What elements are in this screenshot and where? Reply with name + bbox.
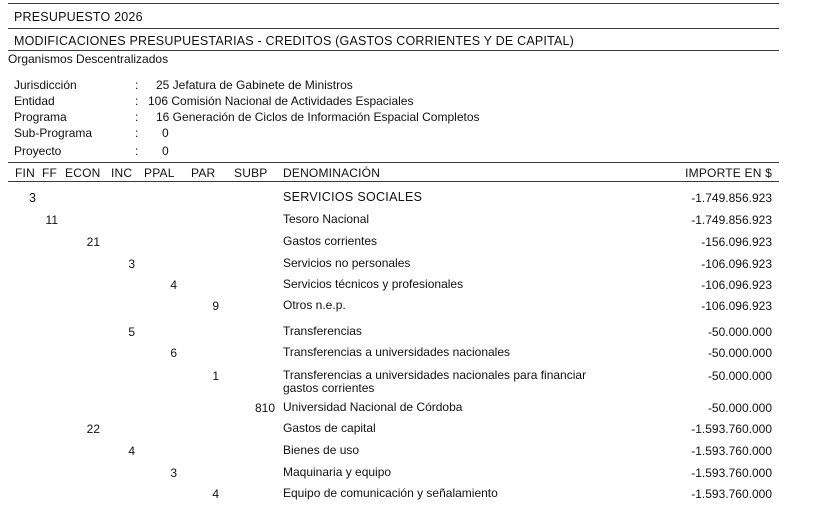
row-denominacion: Tesoro Nacional — [283, 212, 370, 226]
proyecto-label: Proyecto — [14, 144, 62, 158]
col-fin: FIN — [15, 166, 35, 180]
row-importe: -1.593.760.000 — [691, 487, 772, 501]
row-denominacion: Gastos corrientes — [283, 234, 378, 248]
row-importe: -1.593.760.000 — [691, 466, 772, 480]
row-code: 21 — [86, 235, 100, 249]
row-importe: -50.000.000 — [707, 325, 772, 339]
row-code: 6 — [170, 346, 177, 360]
row-code: 810 — [254, 401, 275, 415]
row-code: 11 — [45, 213, 58, 227]
row-code: 4 — [170, 278, 177, 292]
entidad-value: 106 Comisión Nacional de Actividades Espaciales — [148, 94, 414, 108]
row-importe: -50.000.000 — [707, 346, 772, 360]
row-importe: -50.000.000 — [707, 401, 772, 415]
jurisdiccion-value: 25 Jefatura de Gabinete de Ministros — [156, 78, 353, 92]
row-code: 3 — [29, 191, 36, 205]
col-inc: INC — [111, 166, 133, 180]
row-denominacion: Servicios no personales — [283, 256, 411, 270]
col-denominacion: DENOMINACIÓN — [283, 166, 381, 180]
proyecto-colon: : — [135, 144, 139, 158]
row-importe: -1.593.760.000 — [691, 422, 772, 436]
row-code: 9 — [212, 299, 219, 313]
row-denominacion: Bienes de uso — [283, 443, 360, 457]
subprograma-colon: : — [135, 126, 139, 140]
row-importe: -1.749.856.923 — [691, 191, 772, 205]
document-title: PRESUPUESTO 2026 — [14, 10, 143, 24]
row-denominacion: Gastos de capital — [283, 421, 376, 435]
row-importe: -1.749.856.923 — [691, 213, 772, 227]
row-importe: -50.000.000 — [707, 369, 772, 383]
row-denominacion: Transferencias — [283, 324, 362, 338]
col-ppal: PPAL — [144, 166, 175, 180]
row-importe: -1.593.760.000 — [691, 444, 772, 458]
row-importe: -156.096.923 — [701, 235, 772, 249]
row-denominacion: Servicios técnicos y profesionales — [283, 277, 464, 291]
row-importe: -106.096.923 — [701, 257, 772, 271]
jurisdiccion-label: Jurisdicción — [14, 78, 77, 92]
document-subtitle: MODIFICACIONES PRESUPUESTARIAS - CREDITOS (GASTOS CORRIENTES Y DE CAPITAL) — [14, 34, 575, 48]
row-code: 3 — [170, 466, 177, 480]
programa-value: 16 Generación de Ciclos de Información Espacial Completos — [156, 110, 480, 124]
row-code: 3 — [128, 257, 135, 271]
title-rule — [8, 28, 779, 29]
header-bottom-rule — [8, 181, 779, 182]
proyecto-value: 0 — [162, 144, 169, 158]
row-denominacion: Universidad Nacional de Córdoba — [283, 400, 463, 414]
row-denominacion: Equipo de comunicación y señalamiento — [283, 486, 498, 500]
subtitle-rule — [8, 50, 779, 51]
subprograma-value: 0 — [162, 126, 169, 140]
row-code: 22 — [86, 422, 100, 436]
top-rule — [8, 3, 779, 4]
header-top-rule — [8, 162, 779, 163]
col-importe: IMPORTE EN $ — [685, 166, 772, 180]
col-subp: SUBP — [234, 166, 268, 180]
row-importe: -106.096.923 — [701, 278, 772, 292]
row-denominacion: Transferencias a universidades nacionales — [283, 345, 511, 359]
row-denominacion: Otros n.e.p. — [283, 298, 346, 312]
row-code: 4 — [128, 444, 135, 458]
programa-label: Programa — [14, 110, 67, 124]
programa-colon: : — [135, 110, 139, 124]
row-code: 5 — [128, 325, 135, 339]
org-type: Organismos Descentralizados — [8, 52, 169, 66]
row-code: 1 — [212, 369, 219, 383]
jurisdiccion-colon: : — [135, 78, 139, 92]
row-denominacion: Maquinaria y equipo — [283, 465, 392, 479]
col-econ: ECON — [65, 166, 101, 180]
subprograma-label: Sub-Programa — [14, 126, 93, 140]
row-denominacion: SERVICIOS SOCIALES — [283, 190, 423, 204]
col-ff: FF — [42, 166, 58, 180]
entidad-colon: : — [135, 94, 139, 108]
col-par: PAR — [191, 166, 216, 180]
entidad-label: Entidad — [14, 94, 55, 108]
row-code: 4 — [212, 487, 219, 501]
row-importe: -106.096.923 — [701, 299, 772, 313]
row-denominacion: Transferencias a universidades nacionales para financiar gastos corrientes — [283, 368, 587, 395]
